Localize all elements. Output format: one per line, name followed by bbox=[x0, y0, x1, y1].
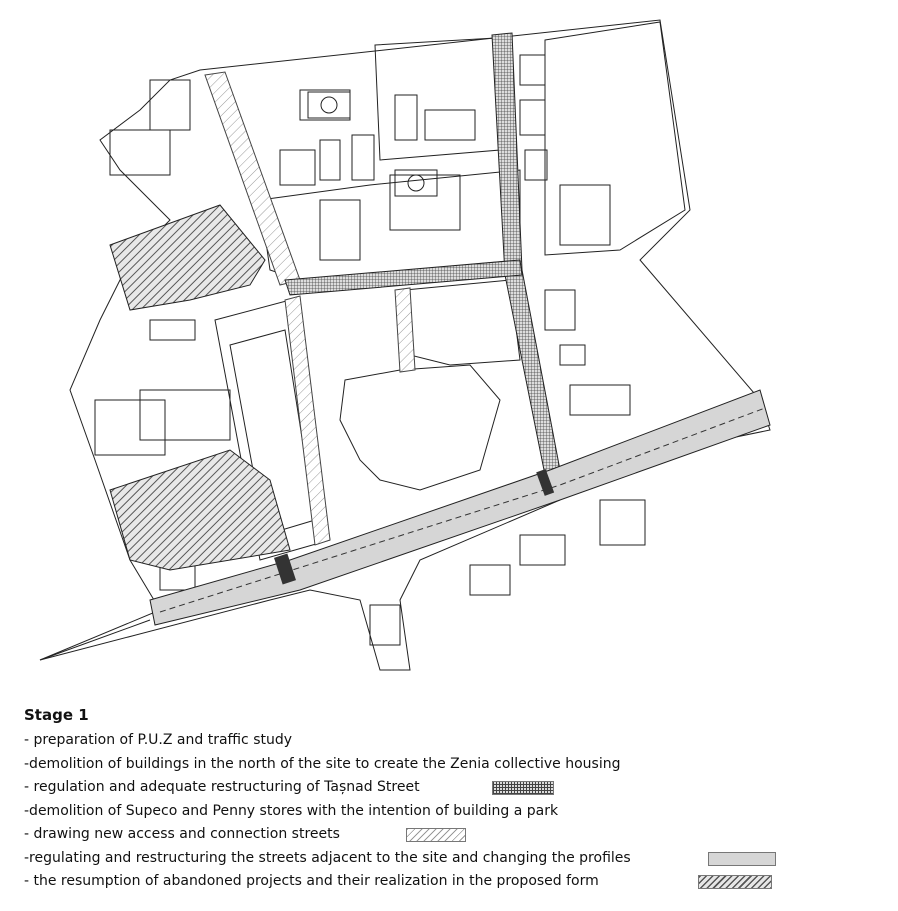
legend-text: -demolition of Supeco and Penny stores with the intention of building a park bbox=[24, 802, 559, 819]
legend-item-tasnad bbox=[24, 776, 884, 800]
grid-swatch-icon bbox=[492, 781, 554, 795]
new-street-central bbox=[285, 296, 330, 545]
north-block bbox=[375, 38, 500, 160]
legend-item-zenia bbox=[24, 753, 884, 777]
legend-text: - regulation and adequate restructuring of Tașnad Street bbox=[24, 779, 420, 795]
tasnad-street bbox=[492, 33, 560, 475]
legend-item-profiles bbox=[24, 847, 884, 871]
central-block bbox=[405, 280, 520, 365]
legend-item-puz bbox=[24, 729, 884, 753]
new-street-link bbox=[395, 288, 415, 372]
dark-hatch-swatch-icon bbox=[698, 875, 772, 889]
legend-text: -regulating and restructuring the streets adjacent to the site and changing the profiles bbox=[24, 849, 631, 866]
stage-title: Stage 1 bbox=[24, 706, 89, 724]
legend-text: - preparation of P.U.Z and traffic study bbox=[24, 732, 293, 748]
abandoned-project-north bbox=[110, 205, 265, 310]
east-block bbox=[545, 22, 685, 255]
light-hatch-swatch-icon bbox=[406, 828, 466, 842]
legend-item-access bbox=[24, 823, 884, 847]
abandoned-project-south bbox=[110, 450, 290, 570]
mall-building bbox=[340, 365, 500, 490]
gray-swatch-icon bbox=[708, 852, 776, 866]
legend-text: -demolition of buildings in the north of the site to create the Zenia collective housing bbox=[24, 755, 621, 772]
legend bbox=[24, 706, 884, 894]
legend-item-park bbox=[24, 800, 884, 824]
legend-item-abandoned bbox=[24, 870, 884, 894]
legend-text: - the resumption of abandoned projects and their realization in the proposed form bbox=[24, 873, 599, 889]
legend-text: - drawing new access and connection streets bbox=[24, 826, 340, 842]
